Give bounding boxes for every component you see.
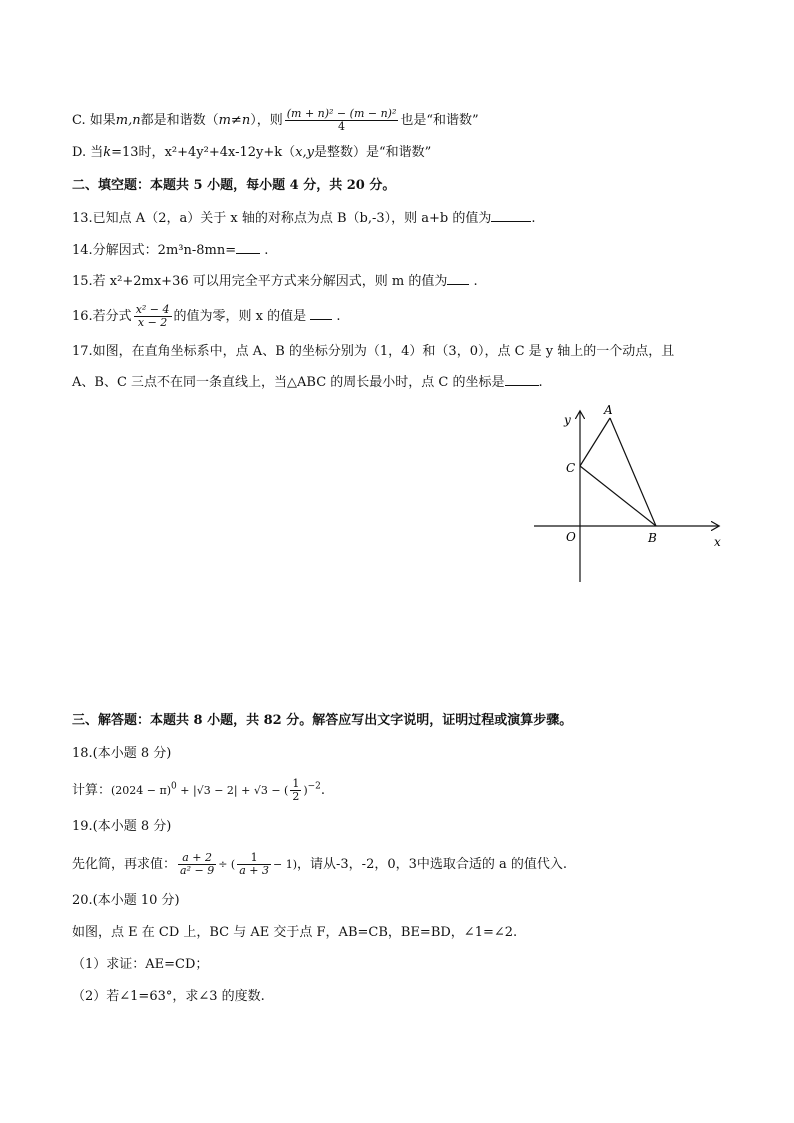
question-18-half [290, 778, 301, 803]
question-20-line1: 如图，点 E 在 CD 上，BC 与 AE 交于点 F，AB=CB，BE=BD，∠1=∠2. [72, 925, 518, 940]
option-d-suffix: 是整数）是“和谐数” [313, 145, 432, 160]
question-19-n2: 1 [237, 852, 271, 865]
option-c-mid2: ），则 [250, 113, 283, 128]
question-14 [72, 241, 268, 260]
option-c [72, 108, 479, 133]
question-17-text: A、B、C 三点不在同一条直线上，当△ABC 的周长最小时，点 C 的坐标是 [72, 375, 505, 390]
question-15-end: . [473, 274, 478, 289]
question-18-half-num: 1 [292, 777, 300, 790]
question-16-fraction [134, 304, 172, 329]
option-d-k: k [103, 145, 112, 160]
option-c-fraction [285, 108, 399, 133]
question-16-end: . [336, 309, 341, 324]
question-18-half-den: 2 [292, 790, 300, 803]
option-c-vars: m,n [115, 113, 141, 128]
question-19-d2: a + 3 [239, 864, 269, 877]
option-c-frac-num: (m + n)² − (m − n)² [286, 107, 397, 120]
option-d-val: =13时， [111, 145, 165, 160]
question-20-title: 20.(本小题 10 分) [72, 893, 180, 908]
question-16-frac-den: x − 2 [137, 316, 168, 329]
question-14-end: . [264, 243, 269, 258]
question-17-end: . [538, 375, 543, 390]
option-d-mid: （ [282, 145, 296, 160]
label-b: B [648, 531, 657, 545]
question-18-exp0: 0 [171, 781, 177, 792]
answer-blank[interactable] [505, 373, 539, 386]
coordinate-figure [520, 400, 730, 585]
question-18-expr-a: (2024 − π) [111, 784, 172, 797]
question-19-frac1 [178, 852, 216, 877]
segment-ab [610, 418, 656, 526]
question-19-frac2 [237, 852, 271, 877]
question-19-n1: a + 2 [178, 852, 216, 865]
segment-cb [580, 466, 656, 526]
label-c: C [566, 461, 576, 475]
segment-ca [580, 418, 610, 466]
question-17-line2 [72, 373, 543, 392]
question-19-div: ÷ ( [218, 858, 236, 871]
option-c-mid1: 都是和谐数（ [140, 113, 219, 128]
question-13-text: 13.已知点 A（2，a）关于 x 轴的对称点为点 B（b,-3），则 a+b 的值为 [72, 211, 492, 226]
label-x: x [714, 535, 721, 549]
question-15-text: 15.若 x²+2mx+36 可以用完全平方式来分解因式，则 m 的值为 [72, 274, 448, 289]
section-2-heading: 二、填空题：本题共 5 小题，每小题 4 分，共 20 分。 [72, 178, 396, 193]
label-o: O [566, 530, 576, 544]
question-19-prefix: 先化简，再求值： [72, 857, 177, 872]
question-18-prefix: 计算： [72, 783, 112, 798]
question-19-tail: − 1) [273, 858, 298, 871]
option-d-prefix: D. 当 [72, 145, 104, 160]
option-d-vars: x,y [295, 145, 314, 160]
question-18-title: 18.(本小题 8 分) [72, 746, 172, 761]
label-a: A [604, 403, 613, 417]
question-13 [72, 209, 536, 228]
section-3-heading: 三、解答题：本题共 8 小题，共 82 分。解答应写出文字说明，证明过程或演算步骤。 [72, 713, 573, 728]
option-d [72, 144, 431, 162]
question-16 [72, 304, 341, 329]
question-16-frac-num: x² − 4 [135, 303, 170, 316]
option-c-suffix: 也是“和谐数” [400, 113, 479, 128]
option-c-cond: m≠n [218, 113, 251, 128]
question-16-prefix: 16.若分式 [72, 309, 132, 324]
option-c-frac-den: 4 [338, 120, 346, 133]
question-18-body [72, 778, 325, 803]
option-d-expr: x²+4y²+4x-12y+k [164, 145, 283, 160]
question-15 [72, 272, 478, 291]
question-19-d1: a² − 9 [180, 864, 215, 877]
question-18-end: . [320, 783, 326, 798]
question-20-part1: （1）求证：AE=CD； [72, 957, 209, 972]
answer-blank[interactable] [491, 209, 531, 222]
question-19-body [72, 852, 567, 877]
answer-blank[interactable] [310, 307, 332, 320]
question-17-line1: 17.如图，在直角坐标系中，点 A、B 的坐标分别为（1，4）和（3，0），点 C 是 y 轴上的一个动点，且 [72, 344, 675, 359]
question-18-expr-b: + |√3 − 2| + √3 − ( [176, 784, 289, 797]
question-19-title: 19.(本小题 8 分) [72, 819, 172, 834]
question-18-expr-c: ) [303, 784, 308, 797]
answer-blank[interactable] [447, 272, 469, 285]
question-14-text: 14.分解因式：2m³n-8mn= [72, 243, 237, 258]
question-18-expm2: −2 [307, 781, 321, 792]
question-20-part2: （2）若∠1=63°，求∠3 的度数. [72, 989, 265, 1004]
question-16-suffix: 的值为零，则 x 的值是 [173, 309, 307, 324]
question-19-suffix: ，请从-3，-2，0，3中选取合适的 a 的值代入. [297, 857, 568, 872]
question-13-end: . [531, 211, 536, 226]
option-c-prefix: C. 如果 [72, 113, 116, 128]
label-y: y [564, 413, 571, 427]
answer-blank[interactable] [236, 241, 260, 254]
